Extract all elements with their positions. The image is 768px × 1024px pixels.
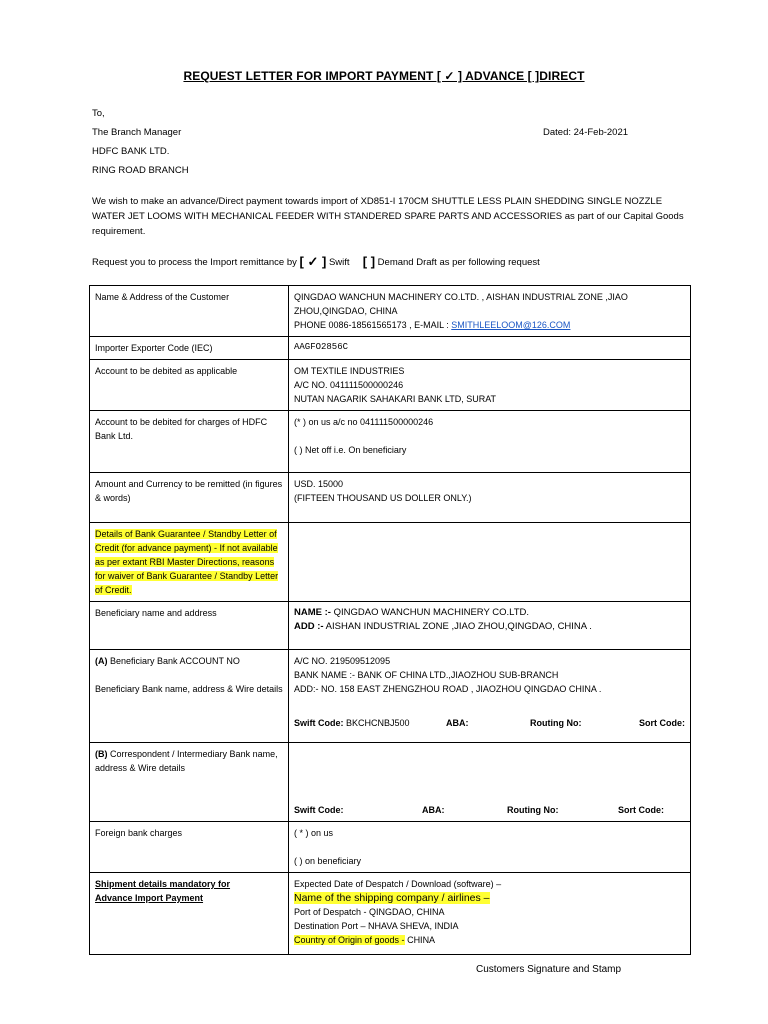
page-title: REQUEST LETTER FOR IMPORT PAYMENT [ ✓ ] ADVANCE [ ]DIRECT (183, 69, 585, 83)
table-row (90, 650, 691, 743)
bank-b-label (90, 743, 289, 822)
debit-label: Account to be debited as applicable (90, 360, 289, 411)
port-of-despatch: Port of Despatch - QINGDAO, CHINA (294, 907, 445, 917)
table-row (90, 411, 691, 473)
swift-checkbox[interactable]: [ ✓ ] (299, 254, 327, 269)
bank-b-prefix: (B) (95, 749, 108, 759)
debit-line3: NUTAN NAGARIK SAHAKARI BANK LTD, SURAT (294, 394, 497, 404)
bank-a-routing-label: Routing No: (530, 718, 582, 728)
table-row (90, 337, 691, 360)
beneficiary-label: Beneficiary name and address (90, 602, 289, 650)
despatch-date: Expected Date of Despatch / Download (software) – (294, 879, 502, 889)
guarantee-value (289, 523, 691, 602)
bank-a-prefix: (A) (95, 656, 108, 666)
charges-label: Account to be debited for charges of HDFC Bank Ltd. (90, 411, 289, 473)
bank-a-sort-label: Sort Code: (639, 718, 685, 728)
email-link[interactable]: SMITHLEELOOM@126.COM (451, 320, 571, 330)
customer-label: Name & Address of the Customer (90, 286, 289, 337)
bank-a-bank-name: BANK NAME :- BANK OF CHINA LTD.,JIAOZHOU SUB-BRANCH (294, 670, 559, 680)
remittance-request (92, 254, 540, 270)
origin-value: CHINA (404, 935, 436, 945)
shipment-value (289, 873, 691, 955)
bank-b-routing-label: Routing No: (507, 805, 559, 815)
customer-phone: PHONE 0086-18561565173 , E-MAIL : (294, 320, 452, 330)
to-line: To, (92, 108, 105, 119)
shipment-label-line1: Shipment details mandatory for (95, 879, 231, 889)
amount-value (289, 473, 691, 523)
purpose-paragraph: We wish to make an advance/Direct payment towards import of XD851-I 170CM SHUTTLE LESS PLAIN SHEDDING SINGLE NOZZLE WATER JET LOOMS WITH MECHANICAL FEEDER WITH STANDERED SPARE PARTS AND ACCESSORIES as part of our Capital Goods requirement. (92, 196, 684, 237)
charges-on-us-option: (* ) on us a/c no 041111500000246 (294, 417, 434, 427)
foreign-on-us-option: ( * ) on us (294, 828, 334, 838)
request-prefix: Request you to process the Import remittance by (92, 257, 297, 268)
debit-value (289, 360, 691, 411)
bank-a-address: ADD:- NO. 158 EAST ZHENGZHOU ROAD , JIAOZHOU QINGDAO CHINA . (294, 684, 602, 694)
table-row (90, 743, 691, 822)
bank-a-account-no: A/C NO. 219509512095 (294, 656, 391, 666)
guarantee-text: Details of Bank Guarantee / Standby Letter of Credit (for advance payment) - If not available as per extant RBI Master Directions, reasons for waiver of Bank Guarantee / Standby Letter of Credit. (95, 529, 279, 595)
debit-line2: A/C NO. 041111500000246 (294, 380, 404, 390)
shipping-company: Name of the shipping company / airlines – (294, 892, 490, 904)
table-row (90, 822, 691, 873)
beneficiary-add-label: ADD :- (294, 621, 324, 632)
charges-net-off-option: ( ) Net off i.e. On beneficiary (294, 445, 407, 455)
guarantee-label (90, 523, 289, 602)
beneficiary-address: AISHAN INDUSTRIAL ZONE ,JIAO ZHOU,QINGDAO, CHINA . (323, 621, 592, 632)
customer-value (289, 286, 691, 337)
debit-line1: OM TEXTILE INDUSTRIES (294, 366, 405, 376)
table-row (90, 523, 691, 602)
foreign-on-beneficiary-option: ( ) on beneficiary (294, 856, 362, 866)
bank-a-codes (294, 716, 685, 730)
iec-label: Importer Exporter Code (IEC) (90, 337, 289, 360)
bank-b-text: Correspondent / Intermediary Bank name, address & Wire details (95, 749, 278, 773)
beneficiary-name: QINGDAO WANCHUN MACHINERY CO.LTD. (330, 607, 530, 618)
payment-details-table (89, 285, 691, 955)
beneficiary-name-label: NAME :- (294, 607, 331, 618)
amount-words: (FIFTEEN THOUSAND US DOLLER ONLY.) (294, 493, 472, 503)
table-row (90, 360, 691, 411)
origin-label: Country of Origin of goods - (294, 935, 405, 945)
customer-line2: ZHOU,QINGDAO, CHINA (294, 306, 398, 316)
bank-name: HDFC BANK LTD. (92, 146, 170, 157)
demand-draft-label: Demand Draft as per following request (377, 257, 540, 268)
shipment-label-line2: Advance Import Payment (95, 893, 204, 903)
table-row (90, 473, 691, 523)
demand-draft-checkbox[interactable]: [ ] (362, 254, 376, 269)
bank-b-codes (294, 803, 685, 817)
bank-b-value (289, 743, 691, 822)
bank-a-swift-label: Swift Code: (294, 718, 344, 728)
bank-a-swift-value: BKCHCNBJ500 (343, 718, 410, 728)
amount-label: Amount and Currency to be remitted (in figures & words) (90, 473, 289, 523)
bank-a-value (289, 650, 691, 743)
destination-port: Destination Port – NHAVA SHEVA, INDIA (294, 921, 459, 931)
date-text: Dated: 24-Feb-2021 (543, 127, 629, 138)
customer-line1: QINGDAO WANCHUN MACHINERY CO.LTD. , AISHAN INDUSTRIAL ZONE ,JIAO (294, 292, 628, 302)
foreign-charges-value (289, 822, 691, 873)
table-row (90, 602, 691, 650)
bank-b-swift-label: Swift Code: (294, 805, 344, 815)
bank-b-aba-label: ABA: (422, 805, 445, 815)
branch-name: RING ROAD BRANCH (92, 165, 189, 176)
bank-b-sort-label: Sort Code: (618, 805, 664, 815)
table-row (90, 873, 691, 955)
bank-a-label (90, 650, 289, 743)
signature-line: Customers Signature and Stamp (476, 964, 622, 975)
customer-contact (294, 318, 685, 332)
iec-value: AAGFO2856C (289, 337, 691, 360)
bank-a-details-label: Beneficiary Bank name, address & Wire details (95, 684, 283, 694)
shipment-label (90, 873, 289, 955)
amount-figures: USD. 15000 (294, 479, 344, 489)
bank-a-account-label: Beneficiary Bank ACCOUNT NO (107, 656, 240, 666)
foreign-charges-label: Foreign bank charges (90, 822, 289, 873)
beneficiary-value (289, 602, 691, 650)
bank-a-aba-label: ABA: (446, 718, 469, 728)
swift-label: Swift (328, 257, 350, 268)
table-row (90, 286, 691, 337)
recipient-title: The Branch Manager (92, 127, 182, 138)
charges-value (289, 411, 691, 473)
